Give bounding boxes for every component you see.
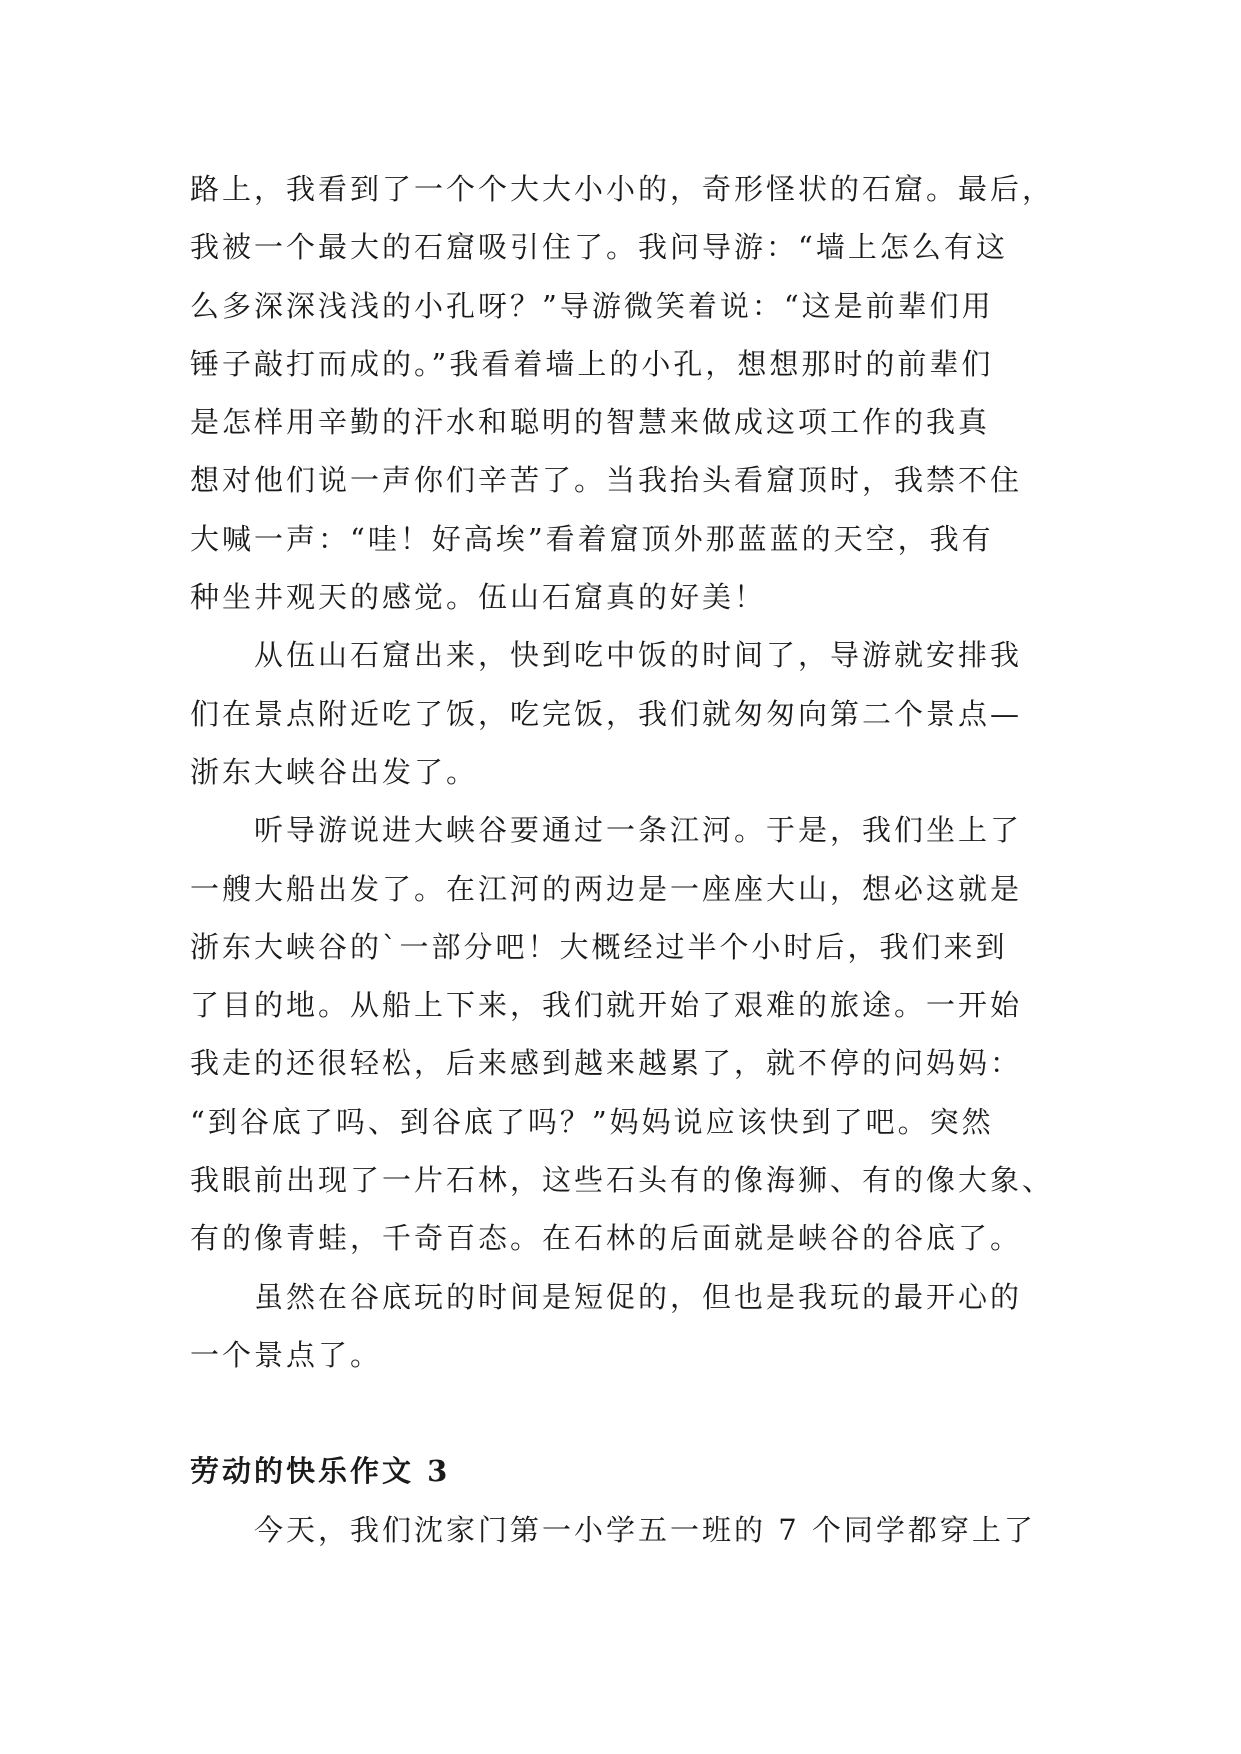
text-line: 们在景点附近吃了饭，吃完饭，我们就匆匆向第二个景点— <box>190 696 1023 731</box>
text-line: 今天，我们沈家门第一小学五一班的 7 个同学都穿上了 <box>254 1512 1036 1547</box>
essay-heading: 劳动的快乐作文 3 <box>190 1454 451 1489</box>
text-line: 一个景点了。 <box>190 1337 383 1372</box>
text-line: 从伍山石窟出来，快到吃中饭的时间了，导游就安排我 <box>254 638 1023 673</box>
text-line: 么多深深浅浅的小孔呀？”导游微笑着说：“这是前辈们用 <box>190 288 994 323</box>
text-line: 了目的地。从船上下来，我们就开始了艰难的旅途。一开始 <box>190 988 1023 1023</box>
text-line: 锤子敲打而成的。”我看着墙上的小孔，想想那时的前辈们 <box>190 346 994 381</box>
paragraph-essay-start <box>190 1501 1070 1559</box>
text-line: 大喊一声：“哇！好高埃”看着窟顶外那蓝蓝的天空，我有 <box>190 521 994 556</box>
text-line: 路上，我看到了一个个大大小小的，奇形怪状的石窟。最后， <box>190 172 1055 206</box>
text-line: 种坐井观天的感觉。伍山石窟真的好美！ <box>190 580 767 615</box>
text-line: 有的像青蛙，千奇百态。在石林的后面就是峡谷的谷底了。 <box>190 1221 1023 1256</box>
text-line: 一艘大船出发了。在江河的两边是一座座大山，想必这就是 <box>190 871 1023 906</box>
document-body <box>190 160 1070 1559</box>
text-line: 我眼前出现了一片石林，这些石头有的像海狮、有的像大象、 <box>190 1163 1055 1198</box>
paragraph-canyon <box>190 801 1070 1267</box>
text-line: 听导游说进大峡谷要通过一条江河。于是，我们坐上了 <box>254 813 1023 848</box>
section-spacer <box>190 1384 1070 1442</box>
paragraph-conclusion <box>190 1268 1070 1385</box>
text-line: 我被一个最大的石窟吸引住了。我问导游：“墙上怎么有这 <box>190 230 1008 265</box>
text-line: 虽然在谷底玩的时间是短促的，但也是我玩的最开心的 <box>254 1279 1023 1314</box>
text-line: 是怎样用辛勤的汗水和聪明的智慧来做成这项工作的我真 <box>190 405 991 440</box>
paragraph-stone-cave <box>190 160 1070 626</box>
text-line: 想对他们说一声你们辛苦了。当我抬头看窟顶时，我禁不住 <box>190 463 1023 498</box>
text-line: 浙东大峡谷出发了。 <box>190 754 479 789</box>
text-line: “到谷底了吗、到谷底了吗？”妈妈说应该快到了吧。突然 <box>190 1104 994 1139</box>
text-line: 浙东大峡谷的`一部分吧！大概经过半个小时后，我们来到 <box>190 929 1008 964</box>
text-line: 我走的还很轻松，后来感到越来越累了，就不停的问妈妈： <box>190 1046 1023 1081</box>
paragraph-lunch <box>190 626 1070 801</box>
